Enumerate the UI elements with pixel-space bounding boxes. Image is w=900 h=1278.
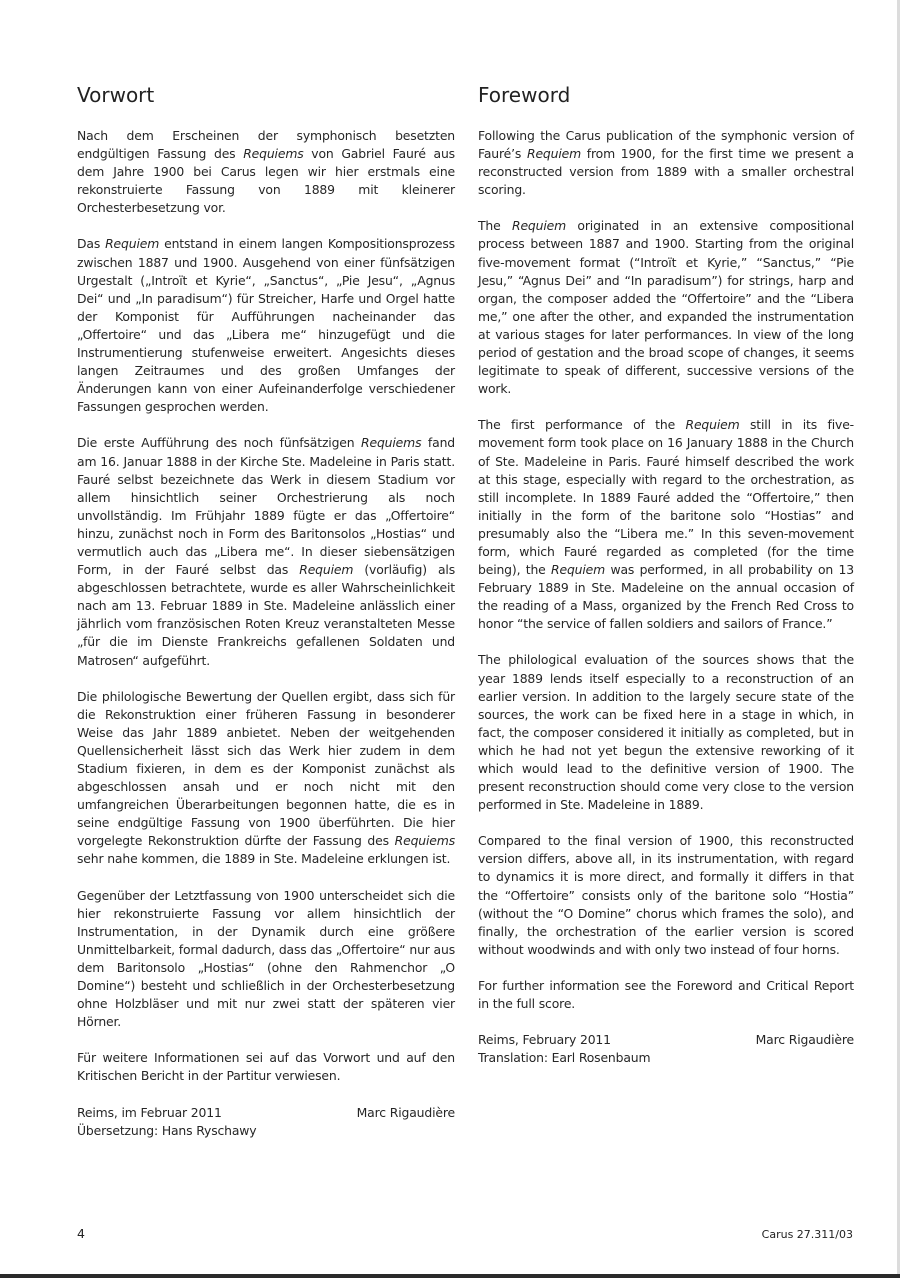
text-run: Gegenüber der Letztfassung von 1900 unterscheidet sich die hier rekonstruierte Fassung vor allem hinsichtlich der Instrumentation, in der Dynamik durch eine größere Unmittelbarkeit, formal dadurch, dass das „Offertoire“ nur aus dem Baritonsolo „Hostias“ (ohne den Rahmenchor „O Domine“) besteht und schließlich in der Orchesterbesetzung ohne Holzbläser und mit nur zwei statt der späteren vier Hörner. <box>77 887 455 1030</box>
german-body <box>77 127 455 1086</box>
italic-text: Requiems <box>243 146 304 162</box>
text-run: Following the Carus publication of the symphonic version of Fauré’s <box>478 128 854 162</box>
text-run: entstand in einem langen Kompositionsprozess zwischen 1887 und 1900. Ausgehend von einer fünfsätzigen Urgestalt („Introït et Kyrie“, „Sanctus“, „Pie Jesu“, „Agnus Dei“ und „In paradisum“) für Streicher, Harfe und Orgel hatte der Komponist für Aufführungen nacheinander das „Offertoire“ und das „Libera me“ hinzugefügt und die Instrumentierung stufenweise erweitert. Angesichts dieses langen Zeitraumes und des großen Umfanges der Änderungen kann von einer Aufeinanderfolge verschiedener Fassungen gesprochen werden. <box>77 236 455 415</box>
paragraph <box>77 688 455 869</box>
text-run: (vorläufig) als abgeschlossen betrachtete, wurde es aller Wahrscheinlichkeit nach am 13. Februar 1889 in Ste. Madeleine anlässlich einer jährlich vom französischen Roten Kreuz veranstalteten Messe „für die im Dienste Frankreichs gefallenen Soldaten und Matrosen“ aufgeführt. <box>77 562 456 668</box>
paragraph <box>478 977 854 1013</box>
german-translation-credit: Übersetzung: Hans Ryschawy <box>77 1122 257 1138</box>
text-run: The first performance of the <box>478 417 686 433</box>
paragraph <box>478 127 854 199</box>
text-run: from 1900, for the first time we present a reconstructed version from 1889 with a smaller orchestral scoring. <box>478 146 854 198</box>
text-run: The <box>478 218 512 234</box>
paragraph <box>77 127 455 217</box>
text-run: Das <box>77 236 106 252</box>
catalog-code: Carus 27.311/03 <box>761 1228 853 1241</box>
text-run: fand am 16. Januar 1888 in der Kirche Ste. Madeleine in Paris statt. Fauré selbst bezeichnete das Werk in diesem Stadium vor allem hinsichtlich seiner Orchestrierung als noch unvollständig. Im Frühjahr 1889 fügte er das „Offertoire“ hinzu, zunächst noch in Form des Baritonsolos „Hostias“ und vermutlich auch das „Libera me“. In dieser siebensätzigen Form, in der Fauré selbst das <box>77 435 455 578</box>
english-author: Marc Rigaudière <box>755 1032 854 1048</box>
english-heading: Foreword <box>478 83 571 107</box>
page-number: 4 <box>77 1226 85 1241</box>
text-run: was performed, in all probability on 13 February 1889 in Ste. Madeleine on the annual occasion of the reading of a Mass, organized by the French Red Cross to honor “the service of fallen soldiers and sailors of France.” <box>478 562 854 632</box>
german-column <box>77 80 455 1140</box>
english-body <box>478 127 854 1013</box>
italic-text: Requiem <box>299 562 354 578</box>
italic-text: Requiem <box>511 218 567 234</box>
text-run: originated in an extensive compositional process between 1887 and 1900. Starting from the original five-movement format (“Introït et Kyrie,” “Sanctus,” “Pie Jesu,” “Agnus Dei” and “In paradisum”) for strings, harp and organ, the composer added the “Offertoire” and the “Libera me,” one after the other, and expanded the instrumentation at various stages for later performances. In view of the long period of gestation and the broad scope of changes, it seems legitimate to speak of different, successive versions of the work. <box>478 218 854 397</box>
paragraph <box>77 1049 455 1085</box>
text-run: still in its five-movement form took place on 16 January 1888 in the Church of Ste. Madeleine in Paris. Fauré himself described the work at this stage, especially with regard to the orchestration, as still incomplete. In 1889 Fauré added the “Offertoire,” then initially in the form of the baritone solo “Hostias” and presumably also the “Libera me.” In this seven-movement form, which Fauré regarded as completed (for the time being), the <box>478 417 854 578</box>
english-place-date: Reims, February 2011 <box>478 1032 611 1048</box>
german-heading: Vorwort <box>77 83 155 107</box>
german-author: Marc Rigaudière <box>356 1104 455 1120</box>
paragraph <box>478 651 854 814</box>
text-run: von Gabriel Fauré aus dem Jahre 1900 bei Carus legen wir hier erstmals eine rekonstruierte Fassung von 1889 mit kleinerer Orchesterbesetzung vor. <box>77 146 455 216</box>
italic-text: Requiems <box>394 833 455 849</box>
paragraph <box>77 434 455 669</box>
german-signature <box>77 1104 455 1140</box>
text-run: Die erste Aufführung des noch fünfsätzigen <box>77 435 362 451</box>
text-run: Compared to the final version of 1900, this reconstructed version differs, above all, in its instrumentation, with regard to dynamics it is more direct, and formally it differs in that the “Offertoire” consists only of the baritone solo “Hostia” (without the “O Domine” chorus which frames the solo), and finally, the orchestration of the earlier version is scored without woodwinds and with only two instead of four horns. <box>478 833 854 957</box>
text-run: The philological evaluation of the sources shows that the year 1889 lends itself especially to a reconstruction of an earlier version. In addition to the largely secure state of the sources, the work can be fixed here in a stage in which, in fact, the composer considered it initially as completed, but in which he had not yet begun the extensive reworking of it which would lead to the definitive version of 1900. The present reconstruction should come very close to the version performed in Ste. Madeleine in 1889. <box>478 652 854 813</box>
italic-text: Requiem <box>551 562 606 578</box>
english-signature <box>478 1031 854 1067</box>
paragraph <box>478 217 854 398</box>
text-run: Nach dem Erscheinen der symphonisch besetzten endgültigen Fassung des <box>77 128 455 162</box>
paragraph <box>77 887 455 1032</box>
paragraph <box>478 416 854 633</box>
italic-text: Requiem <box>685 417 740 433</box>
italic-text: Requiem <box>105 236 160 252</box>
text-run: Die philologische Bewertung der Quellen ergibt, dass sich für die Rekonstruktion einer früheren Fassung in besonderer Weise das Jahr 1889 anbietet. Neben der weitgehenden Quellensicherheit lässt sich das Werk hier zudem in dem Stadium fixieren, in dem es der Komponist zunächst als abgeschlossen ansah und er noch nicht mit den umfangreichen Überarbeitungen begonnen hatte, die es in seine endgültige Fassung von 1900 überführten. Die hier vorgelegte Rekonstruktion dürfte der Fassung des <box>77 688 455 849</box>
text-run: For further information see the Foreword and Critical Report in the full score. <box>478 977 854 1012</box>
german-place-date: Reims, im Februar 2011 <box>77 1104 222 1120</box>
paragraph <box>77 235 455 416</box>
text-run: sehr nahe kommen, die 1889 in Ste. Madeleine erklungen ist. <box>77 851 451 867</box>
english-column <box>478 80 854 1067</box>
text-run: Für weitere Informationen sei auf das Vorwort und auf den Kritischen Bericht in der Partitur verwiesen. <box>77 1050 455 1084</box>
italic-text: Requiem <box>526 146 582 162</box>
paragraph <box>478 832 854 959</box>
italic-text: Requiems <box>361 435 422 451</box>
english-translation-credit: Translation: Earl Rosenbaum <box>478 1050 651 1066</box>
bottom-border <box>0 1274 900 1278</box>
